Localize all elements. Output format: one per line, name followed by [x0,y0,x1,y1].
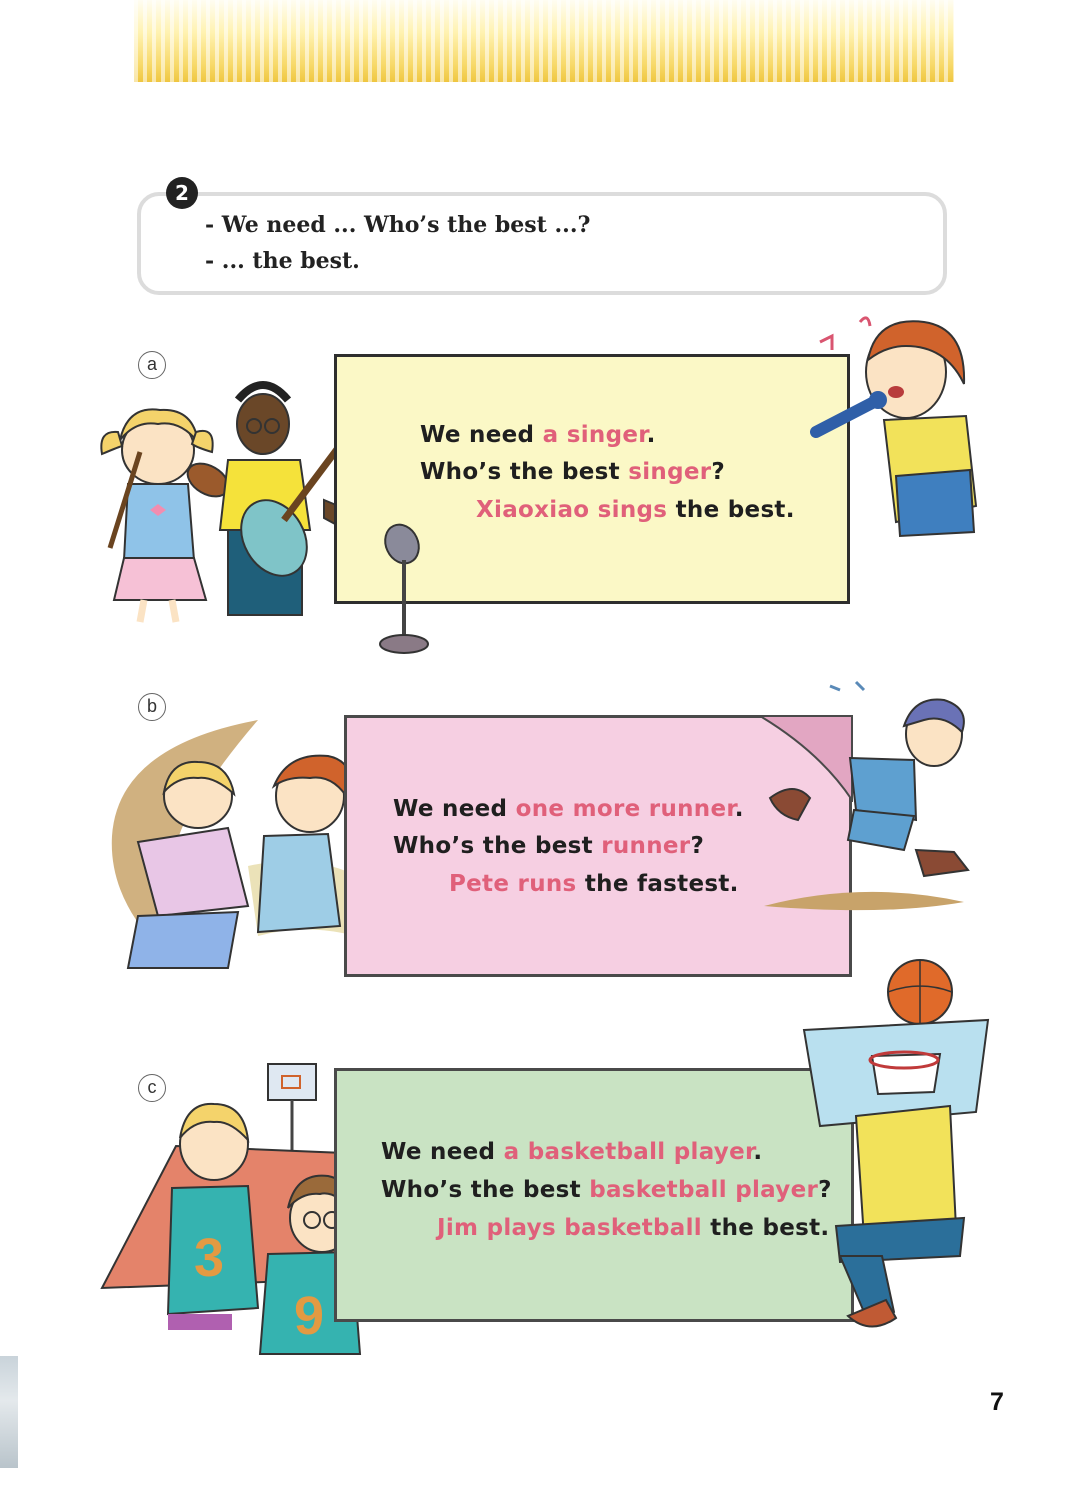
jersey-number-3: 3 [194,1228,225,1288]
page-edge-tab [0,1356,18,1468]
girl-violinist-figure [101,409,234,622]
instruction-box [137,192,947,295]
line-b-2: Who’s the best runner? [393,833,705,859]
singer-boy-illustration [796,306,992,546]
girl-player-figure [168,1104,258,1330]
line-c-2: Who’s the best basketball player? [381,1177,832,1203]
line-c-1: We need a basketball player. [381,1139,763,1165]
section-label-b: b [138,693,166,721]
fast-runner-illustration [764,680,990,920]
microphone-stand-illustration [374,514,434,660]
instruction-line-2: - ... the best. [205,248,360,274]
header-stripe [134,0,954,82]
line-b-1: We need one more runner. [393,796,744,822]
instruction-line-1: - We need ... Who’s the best ...? [205,212,591,238]
page-number: 7 [990,1388,1004,1416]
exercise-number-badge: 2 [166,177,198,209]
section-label-c: c [138,1074,166,1102]
basketball-court-illustration [82,1058,374,1358]
line-a-3: Xiaoxiao sings the best. [476,497,795,523]
line-c-3: Jim plays basketball the best. [437,1215,830,1241]
line-a-1: We need a singer. [420,422,656,448]
line-b-3: Pete runs the fastest. [449,871,739,897]
boy-runner-figure [258,756,352,932]
jersey-number-9: 9 [294,1286,325,1346]
line-a-2: Who’s the best singer? [420,459,726,485]
section-label-a: a [138,351,166,379]
dunking-player-illustration [800,956,996,1348]
